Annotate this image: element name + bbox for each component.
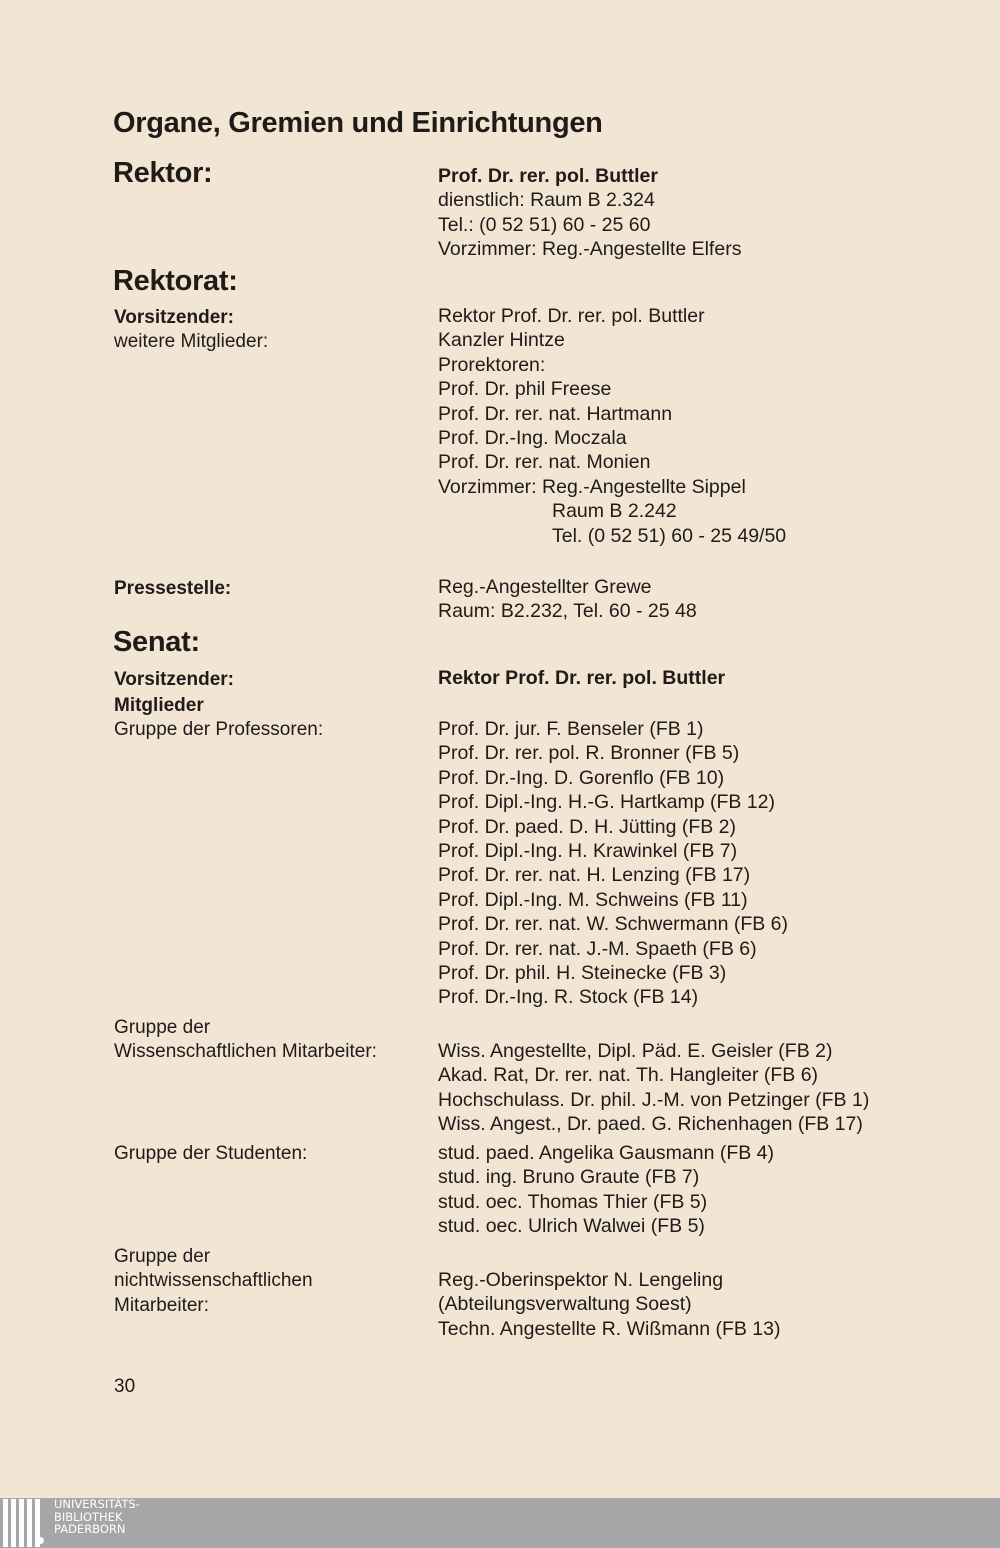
senat-chair: Rektor Prof. Dr. rer. pol. Buttler bbox=[438, 667, 726, 689]
logo-dot-icon bbox=[37, 1537, 44, 1544]
press-label: Pressestelle: bbox=[114, 578, 232, 599]
nichtwiss-label-line: Mitarbeiter: bbox=[114, 1294, 210, 1316]
rektorat-members-label: weitere Mitglieder: bbox=[114, 331, 269, 353]
professors-list bbox=[438, 717, 788, 1010]
list-item: Prof. Dr. phil Freese bbox=[438, 378, 612, 401]
students-label: Gruppe der Studenten: bbox=[114, 1143, 308, 1164]
library-name-line: PADERBORN bbox=[54, 1522, 126, 1536]
rektorat-room: Raum B 2.242 bbox=[552, 500, 677, 523]
nichtwiss-list bbox=[438, 1268, 780, 1341]
list-item: Prof. Dr. paed. D. H. Jütting (FB 2) bbox=[438, 815, 737, 838]
list-item: stud. oec. Thomas Thier (FB 5) bbox=[438, 1190, 708, 1213]
press-block bbox=[438, 575, 697, 624]
page-number: 30 bbox=[114, 1376, 136, 1397]
wiss-label-line: Wissenschaftlichen Mitarbeiter: bbox=[114, 1041, 377, 1063]
list-item: Hochschulass. Dr. phil. J.-M. von Petzinger (FB 1) bbox=[438, 1088, 870, 1111]
nichtwiss-label-line: nichtwissenschaftlichen bbox=[114, 1270, 313, 1292]
nichtwiss-label bbox=[114, 1245, 313, 1318]
list-item: Akad. Rat, Dr. rer. nat. Th. Hangleiter (FB 6) bbox=[438, 1064, 819, 1087]
list-item: Prof. Dr. jur. F. Benseler (FB 1) bbox=[438, 718, 704, 740]
list-item: stud. ing. Bruno Graute (FB 7) bbox=[438, 1166, 700, 1189]
list-item: Prof. Dr.-Ing. Moczala bbox=[438, 426, 627, 449]
rektor-phone: Tel.: (0 52 51) 60 - 25 60 bbox=[438, 213, 651, 236]
list-item: Prof. Dr.-Ing. R. Stock (FB 14) bbox=[438, 986, 699, 1009]
list-item: Prof. Dr. phil. H. Steinecke (FB 3) bbox=[438, 961, 727, 984]
list-item: stud. paed. Angelika Gausmann (FB 4) bbox=[438, 1142, 775, 1164]
rektorat-chair-label: Vorsitzender: bbox=[114, 307, 235, 328]
rektorat-block bbox=[438, 304, 786, 548]
library-name-line: UNIVERSITÄTS- bbox=[54, 1497, 140, 1511]
list-item: Prof. Dr.-Ing. D. Gorenflo (FB 10) bbox=[438, 766, 725, 789]
list-item: Raum: B2.232, Tel. 60 - 25 48 bbox=[438, 600, 697, 623]
list-item: Prof. Dr. rer. nat. H. Lenzing (FB 17) bbox=[438, 864, 751, 887]
list-item: Prof. Dr. rer. nat. Monien bbox=[438, 451, 651, 474]
rektor-heading: Rektor: bbox=[113, 157, 213, 189]
rektor-office: dienstlich: Raum B 2.324 bbox=[438, 189, 655, 212]
list-item: stud. oec. Ulrich Walwei (FB 5) bbox=[438, 1215, 705, 1238]
list-item: Wiss. Angestellte, Dipl. Päd. E. Geisler (FB 2) bbox=[438, 1040, 833, 1062]
list-item: Prof. Dr. rer. nat. Hartmann bbox=[438, 402, 673, 425]
students-list bbox=[438, 1141, 774, 1239]
list-item: Rektor Prof. Dr. rer. pol. Buttler bbox=[438, 305, 705, 327]
list-item: Wiss. Angest., Dr. paed. G. Richenhagen (FB 17) bbox=[438, 1113, 863, 1136]
library-name-line: BIBLIOTHEK bbox=[54, 1509, 123, 1524]
list-item: Prof. Dr. rer. pol. R. Bronner (FB 5) bbox=[438, 742, 740, 765]
rektor-block bbox=[438, 164, 741, 262]
list-item: Vorzimmer: Reg.-Angestellte Sippel bbox=[438, 475, 746, 498]
rektorat-heading: Rektorat: bbox=[113, 265, 238, 297]
wiss-label bbox=[114, 1016, 377, 1065]
list-item: (Abteilungsverwaltung Soest) bbox=[438, 1293, 692, 1316]
library-logo-icon bbox=[3, 1499, 40, 1547]
list-item: Reg.-Oberinspektor N. Lengeling bbox=[438, 1269, 724, 1291]
list-item: Prof. Dr. rer. nat. W. Schwermann (FB 6) bbox=[438, 913, 789, 936]
list-item: Reg.-Angestellter Grewe bbox=[438, 576, 652, 598]
page-title: Organe, Gremien und Einrichtungen bbox=[113, 107, 603, 139]
list-item: Prof. Dipl.-Ing. H.-G. Hartkamp (FB 12) bbox=[438, 791, 775, 814]
list-item: Techn. Angestellte R. Wißmann (FB 13) bbox=[438, 1317, 781, 1340]
rektorat-labels bbox=[114, 306, 268, 355]
list-item: Prof. Dr. rer. nat. J.-M. Spaeth (FB 6) bbox=[438, 937, 757, 960]
list-item: Prof. Dipl.-Ing. M. Schweins (FB 11) bbox=[438, 888, 748, 911]
list-item: Prorektoren: bbox=[438, 353, 546, 376]
wiss-label-line: Gruppe der bbox=[114, 1017, 211, 1038]
rektor-name: Prof. Dr. rer. pol. Buttler bbox=[438, 165, 658, 187]
senat-chair-label: Vorsitzender: bbox=[114, 669, 235, 690]
senat-members-label: Mitglieder bbox=[114, 695, 204, 716]
list-item: Kanzler Hintze bbox=[438, 329, 565, 352]
rektor-anteroom: Vorzimmer: Reg.-Angestellte Elfers bbox=[438, 238, 742, 261]
wiss-list bbox=[438, 1039, 869, 1137]
library-footer-bar bbox=[0, 1498, 1000, 1548]
senat-heading: Senat: bbox=[113, 626, 200, 658]
library-name bbox=[54, 1498, 140, 1536]
rektorat-phone: Tel. (0 52 51) 60 - 25 49/50 bbox=[552, 524, 787, 547]
nichtwiss-label-line: Gruppe der bbox=[114, 1246, 211, 1267]
list-item: Prof. Dipl.-Ing. H. Krawinkel (FB 7) bbox=[438, 839, 738, 862]
professors-label: Gruppe der Professoren: bbox=[114, 719, 324, 740]
